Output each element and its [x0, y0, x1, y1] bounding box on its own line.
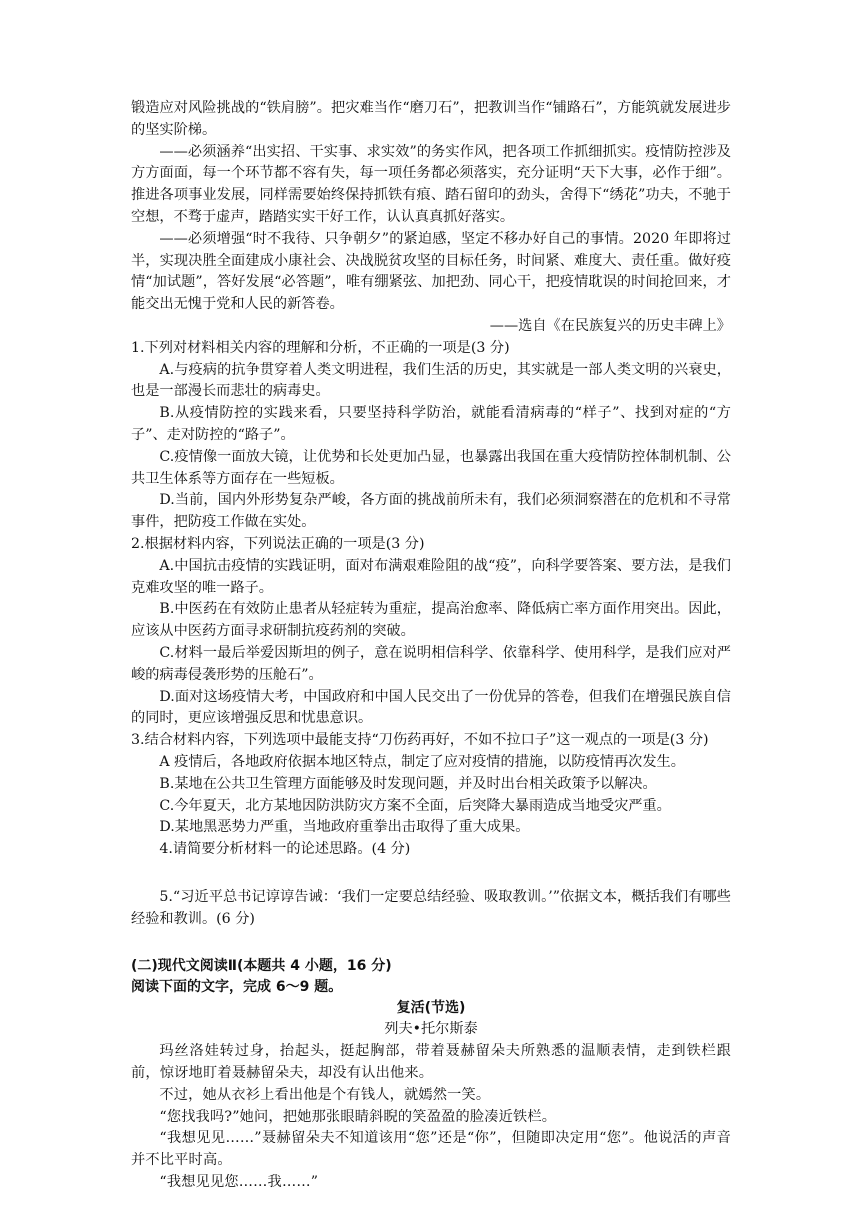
- question-option: A.与疫病的抗争贯穿着人类文明进程，我们生活的历史，其实就是一部人类文明的兴衰史，也是一部漫长而悲壮的病毒史。: [131, 361, 731, 400]
- section-heading: (二)现代文阅读Ⅱ(本题共 4 小题，16 分): [131, 958, 392, 975]
- question-option: A 疫情后，各地政府依据本地区特点，制定了应对疫情的措施，以防疫情再次发生。: [159, 753, 685, 770]
- answer-space: [131, 930, 731, 956]
- question-option: B.中医药在有效防止患者从轻症转为重症，提高治愈率、降低病亡率方面作用突出。因此，应该从中医药方面寻求研制抗疫药剂的突破。: [131, 601, 731, 640]
- question-option: D.面对这场疫情大考，中国政府和中国人民交出了一份优异的答卷，但我们在增强民族自信的同时，更应该增强反思和忧患意识。: [131, 688, 731, 727]
- passage-paragraph: ——必须增强“时不我待、只争朝夕”的紧迫感，坚定不移办好自己的事情。2020 年即将过半，实现决胜全面建成小康社会、决战脱贫攻坚的目标任务，时间紧、难度大、责任重。做好疫情“加试题”，答好发展“必答题”，唯有绷紧弦、加把劲、同心干，把疫情耽误的时间抢回来，才能交出无愧于党和人民的新答卷。: [131, 230, 731, 313]
- question-stem: 2.根据材料内容，下列说法正确的一项是(3 分): [131, 535, 425, 552]
- question-4: 4.请简要分析材料一的论述思路。(4 分): [159, 841, 411, 858]
- question-stem: 3.结合材料内容，下列选项中最能支持“刀伤药再好，不如不拉口子”这一观点的一项是(3 分): [131, 732, 709, 749]
- question-5: 5.“习近平总书记谆谆告诫：‘我们一定要总结经验、吸取教训。’”依据文本，概括我们有哪些经验和教训。(6 分): [131, 888, 731, 927]
- story-paragraph: 不过，她从衣衫上看出他是个有钱人，就嫣然一笑。: [159, 1086, 491, 1103]
- passage-source: ——选自《在民族复兴的历史丰碑上》: [489, 317, 731, 334]
- question-option: B.从疫情防控的实践来看，只要坚持科学防治，就能看清病毒的“样子”、找到对症的“方子”、走对防控的“路子”。: [131, 405, 731, 443]
- question-option: C.今年夏天，北方某地因防洪防灾方案不全面，后突降大暴雨造成当地受灾严重。: [159, 797, 671, 814]
- answer-space: [131, 861, 731, 887]
- question-option: D.当前，国内外形势复杂严峻，各方面的挑战前所未有，我们必须洞察潜在的危机和不寻常事件，把防疫工作做在实处。: [131, 492, 731, 531]
- question-option: A.中国抗击疫情的实践证明，面对布满艰难险阻的战“疫”，向科学要答案、要方法，是我们克难攻坚的唯一路子。: [131, 557, 731, 596]
- passage-paragraph: 锻造应对风险挑战的“铁肩膀”。把灾难当作“磨刀石”，把教训当作“铺路石”，方能筑就发展进步的坚实阶梯。: [131, 100, 731, 138]
- passage-paragraph: ——必须涵养“出实招、干实事、求实效”的务实作风，把各项工作抓细抓实。疫情防控涉及方方面面，每一个环节都不容有失，每一项任务都必须落实，充分证明“天下大事，必作于细”。推进各项事业发展，同样需要始终保持抓铁有痕、踏石留印的劲头，舍得下“绣花”功夫，不驰于空想，不骛于虚声，踏踏实实干好工作，认认真真抓好落实。: [131, 143, 731, 225]
- story-paragraph: “您找我吗?”她问，把她那张眼睛斜睨的笑盈盈的脸凑近铁栏。: [159, 1108, 557, 1125]
- question-option: C.疫情像一面放大镜，让优势和长处更加凸显，也暴露出我国在重大疫情防控体制机制、公共卫生体系等方面存在一些短板。: [131, 448, 731, 487]
- story-title: 复活(节选): [396, 1000, 466, 1017]
- story-paragraph: “我想见见您……我……”: [159, 1174, 319, 1191]
- document-page: [131, 98, 731, 1194]
- story-author: 列夫•托尔斯泰: [384, 1021, 478, 1038]
- question-stem: 1.下列对材料相关内容的理解和分析，不正确的一项是(3 分): [131, 339, 510, 356]
- story-paragraph: “我想见见……”聂赫留朵夫不知道该用“您”还是“你”，但随即决定用“您”。他说活的声音并不比平时高。: [131, 1130, 731, 1169]
- story-paragraph: 玛丝洛娃转过身，抬起头，挺起胸部，带着聂赫留朵夫所熟悉的温顺表情，走到铁栏跟前，惊讶地盯着聂赫留朵夫，却没有认出他来。: [131, 1043, 731, 1082]
- question-option: D.某地黑恶势力严重，当地政府重拳出击取得了重大成果。: [159, 819, 530, 836]
- question-option: C.材料一最后举爱因斯坦的例子，意在说明相信科学、依靠科学、使用科学，是我们应对严峻的病毒侵袭形势的压舱石”。: [131, 644, 731, 683]
- question-option: B.某地在公共卫生管理方面能够及时发现问题，并及时出台相关政策予以解决。: [159, 775, 657, 792]
- section-instruction: 阅读下面的文字，完成 6～9 题。: [131, 979, 343, 996]
